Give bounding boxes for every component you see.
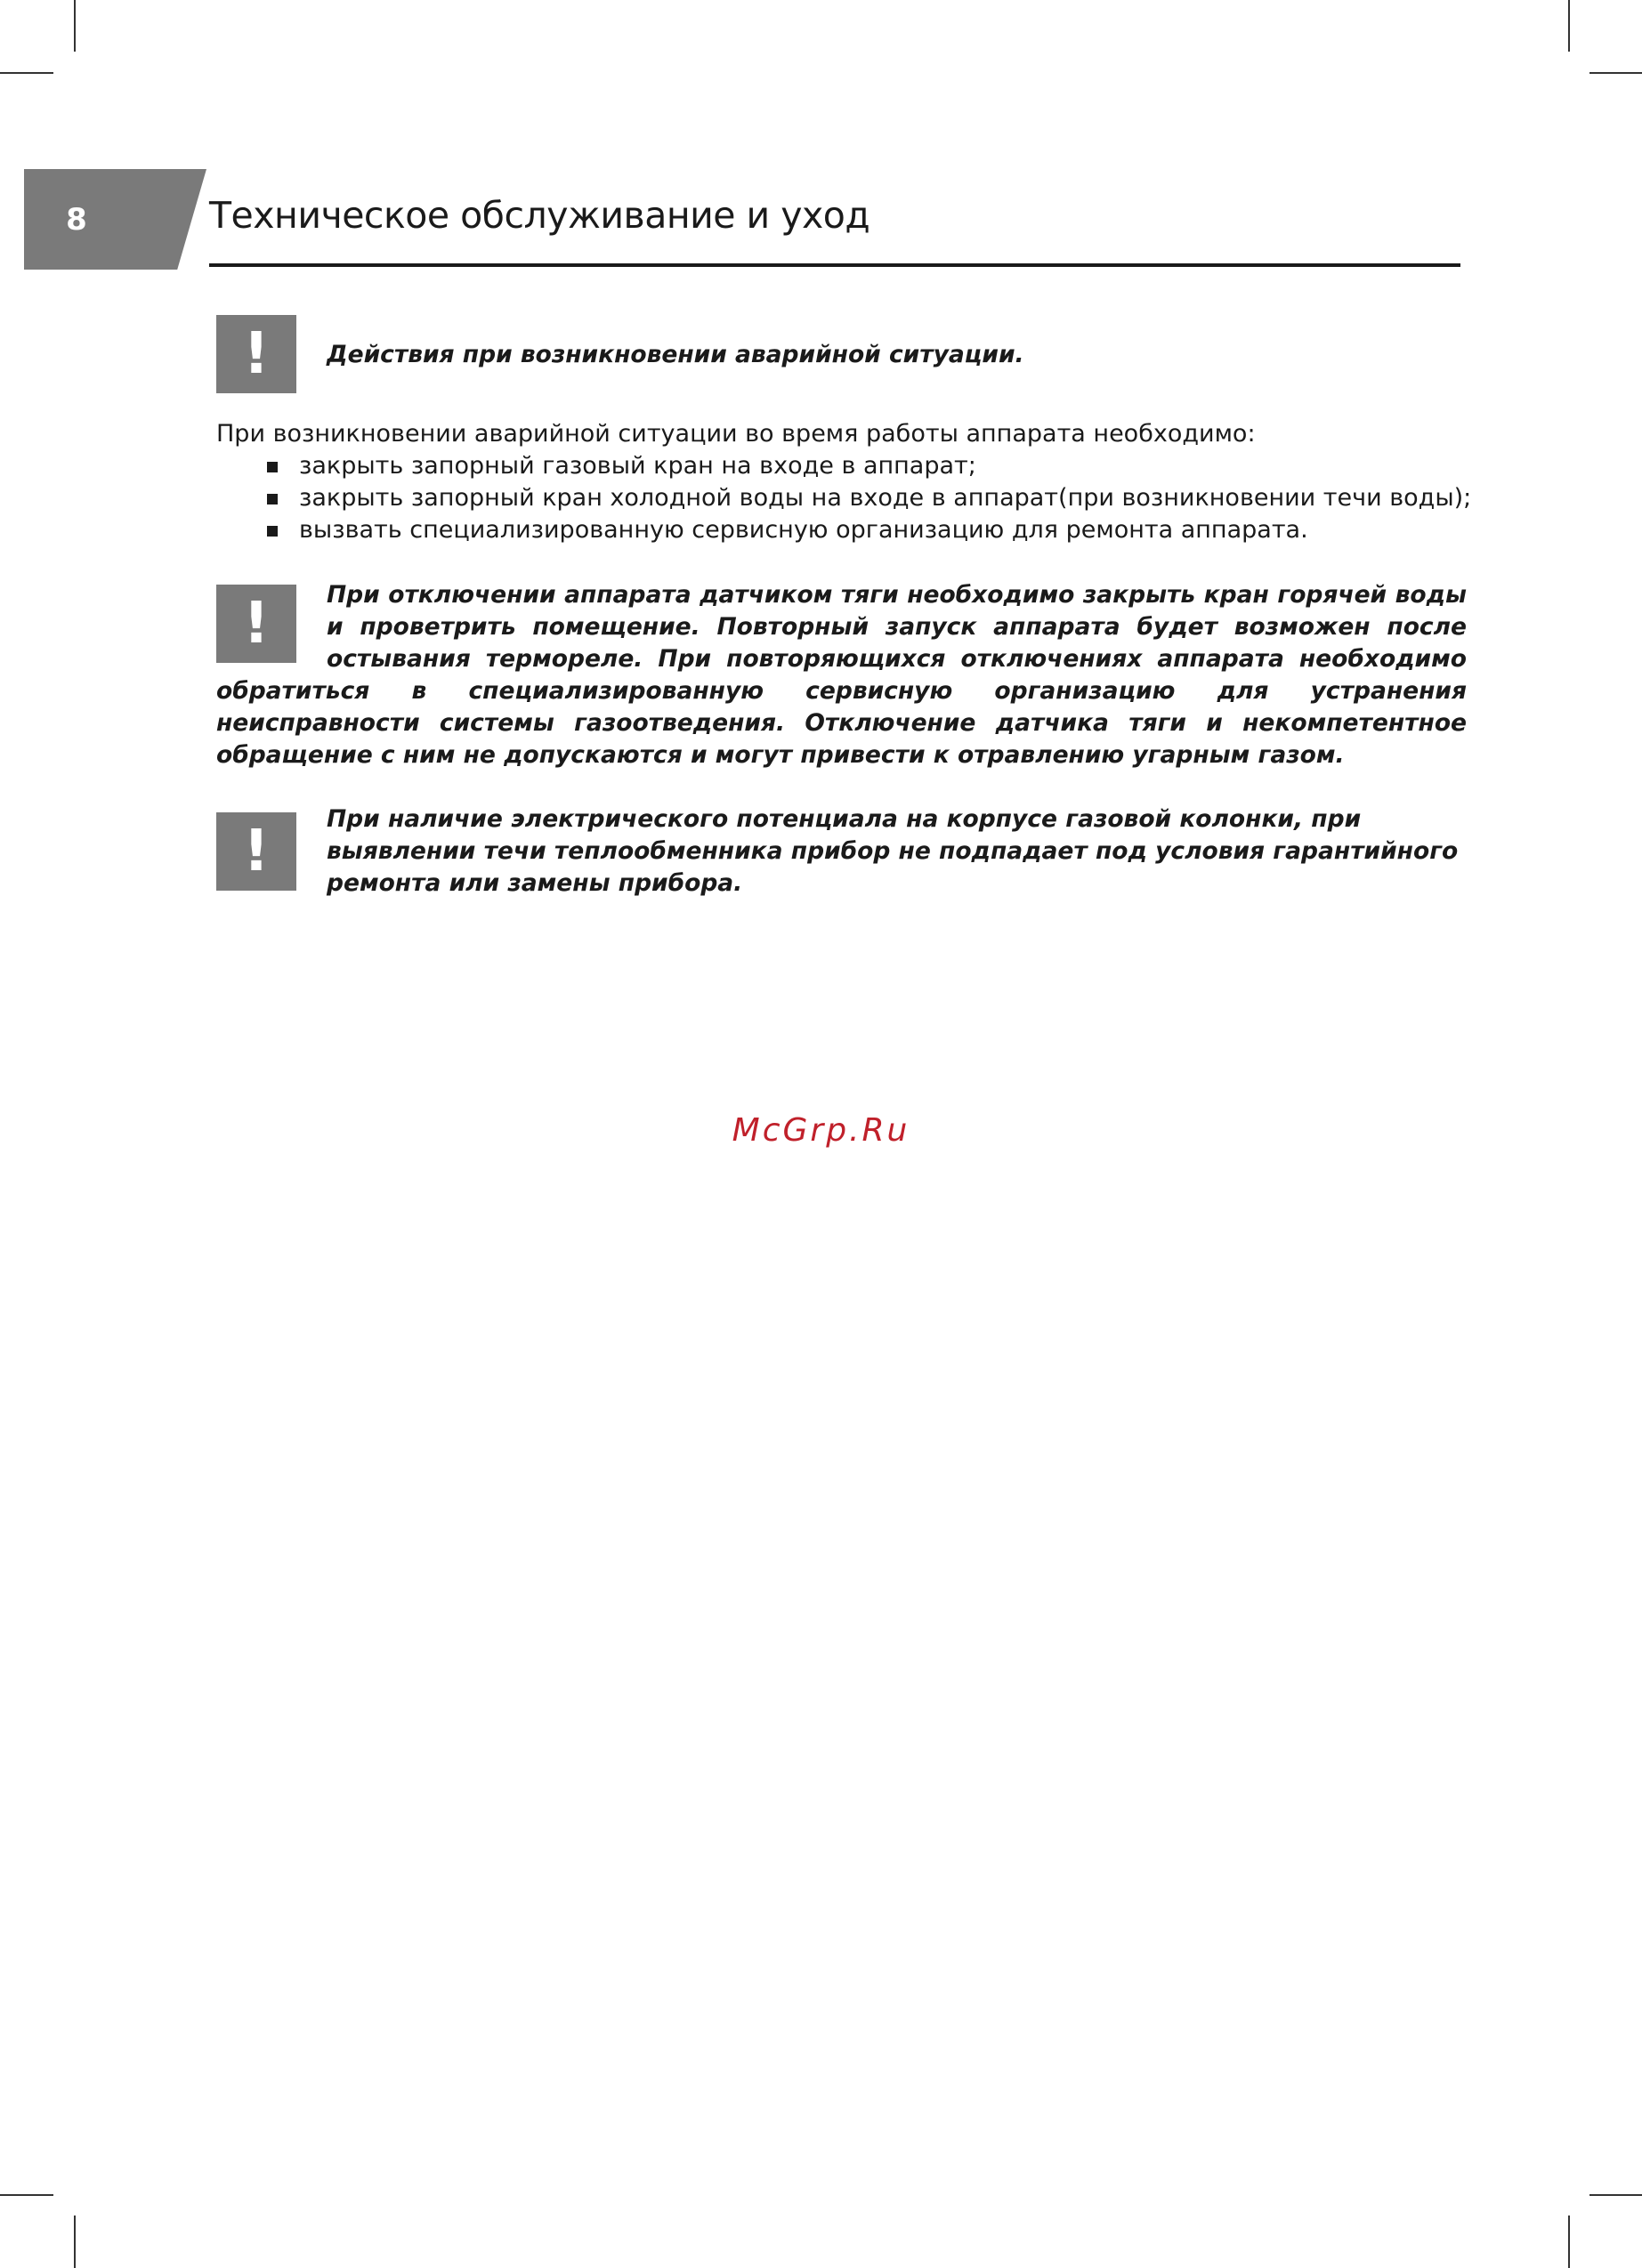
bullet-square-icon bbox=[267, 494, 278, 504]
crop-mark bbox=[1589, 2194, 1642, 2196]
warning-box bbox=[216, 812, 296, 891]
crop-mark bbox=[0, 72, 53, 74]
list-item: закрыть запорный кран холодной воды на входе в аппарат(при возникновении течи воды); bbox=[265, 482, 1471, 514]
header-divider bbox=[209, 263, 1460, 267]
bullet-square-icon bbox=[267, 526, 278, 537]
list-item: закрыть запорный газовый кран на входе в аппарат; bbox=[265, 450, 1471, 482]
page-number: 8 bbox=[66, 201, 87, 238]
emergency-steps-list bbox=[265, 450, 1471, 546]
crop-mark bbox=[1568, 0, 1570, 52]
exclamation-icon: ! bbox=[243, 819, 270, 884]
crop-mark bbox=[74, 0, 76, 52]
watermark: McGrp.Ru bbox=[732, 1112, 910, 1149]
page-title: Техническое обслуживание и уход bbox=[209, 194, 870, 237]
list-item: вызвать специализированную сервисную организацию для ремонта аппарата. bbox=[265, 514, 1471, 546]
draft-sensor-warning: При отключении аппарата датчиком тяги необходимо закрыть кран горячей воды и проветрить помещение. Повторный запуск аппарата будет возможен после остывания термореле. При повторяющихся отключениях аппарата необходимо обратиться в специализированную сервисную организацию для устранения неисправности системы газоотведения. Отключение датчика тяги и некомпетентное обращение с ним не допускаются и могут привести к отравлению угарным газом. bbox=[216, 581, 1467, 769]
crop-mark bbox=[1589, 72, 1642, 74]
exclamation-icon: ! bbox=[243, 321, 270, 387]
warranty-warning: При наличие электрического потенциала на корпусе газовой колонки, при выявлении течи теплообменника прибор не подпадает под условия гарантийного ремонта или замены прибора. bbox=[327, 805, 1459, 897]
crop-mark bbox=[1568, 2216, 1570, 2268]
warning-box bbox=[216, 315, 296, 393]
emergency-heading: Действия при возникновении аварийной ситуации. bbox=[327, 341, 1024, 368]
bullet-square-icon bbox=[267, 462, 278, 472]
emergency-intro: При возникновении аварийной ситуации во время работы аппарата необходимо: bbox=[216, 420, 1256, 448]
exclamation-icon: ! bbox=[243, 591, 270, 657]
crop-mark bbox=[0, 2194, 53, 2196]
crop-mark bbox=[74, 2216, 76, 2268]
